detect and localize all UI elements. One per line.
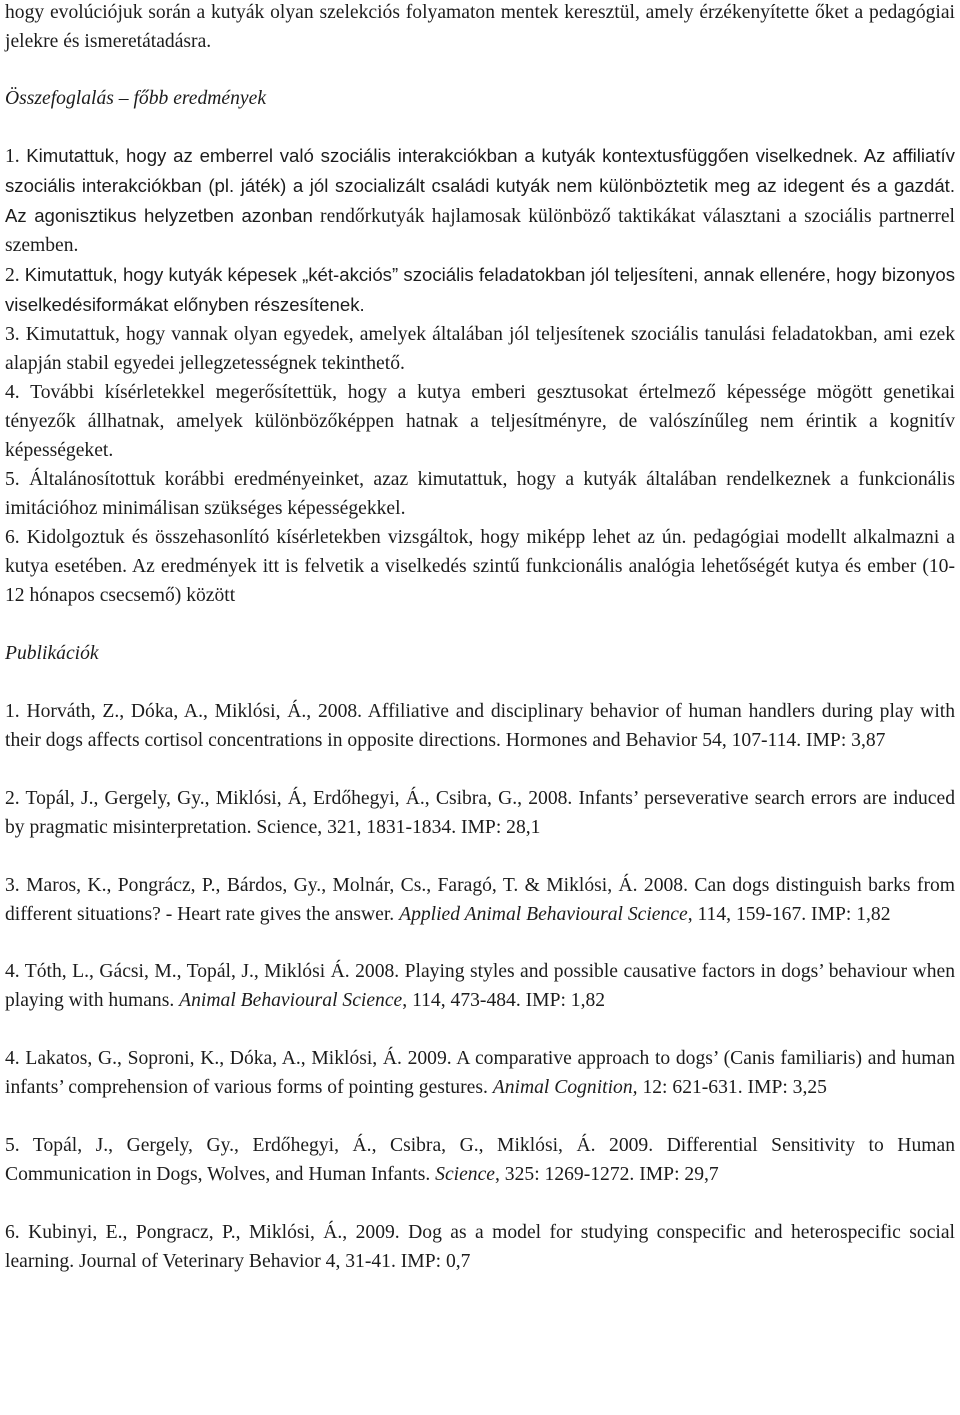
publication-number: 4. xyxy=(5,1048,20,1070)
publication-item xyxy=(5,957,955,1015)
publication-number: 2. xyxy=(5,787,20,809)
publication-citation: Kubinyi, E., Pongracz, P., Miklósi, Á., 2009. Dog as a model for studying conspecific and heterospecific social learning. Journal of Veterinary Behavior 4, 31-41. IMP: 0,7 xyxy=(5,1221,955,1272)
summary-item xyxy=(5,320,955,378)
intro-paragraph xyxy=(5,0,955,56)
publication-journal: Animal Cognition, xyxy=(492,1077,638,1099)
summary-item-number: 3. xyxy=(5,324,20,345)
publication-details: 12: 621-631. IMP: 3,25 xyxy=(637,1077,827,1099)
summary-item-text: Kidolgoztuk és összehasonlító kísérletekben vizsgáltok, hogy miképp lehet az ún. pedagógiai modellt alkalmazni a kutya esetében. Az eredmények itt is felvetik a viselkedés szintű funkcionális analógia lehetőségét kutya és ember (10-12 hónapos csecsemő) között xyxy=(5,527,955,606)
summary-item xyxy=(5,378,955,465)
publication-journal: Applied Animal Behavioural Science xyxy=(399,903,688,925)
summary-item xyxy=(5,523,955,610)
summary-item-text: Kimutattuk, hogy az emberrel való szociális interakciókban a kutyák kontextusfüggően viselkednek. Az affiliatív szociális interakciókban (pl. játék) a jól szocializált családi kutyák nem különböztetik meg az idegent és a gazdát. Az agonisztikus helyzetben azonban xyxy=(5,145,955,226)
publication-journal: Science xyxy=(435,1163,495,1185)
publication-citation: Lakatos, G., Soproni, K., Dóka, A., Miklósi, Á. 2009. A comparative approach to dogs’ (Canis familiaris) and human infants’ comprehension of various forms of pointing gestures. xyxy=(5,1048,955,1099)
publication-citation: Topál, J., Gergely, Gy., Miklósi, Á, Erdőhegyi, Á., Csibra, G., 2008. Infants’ perseverative search errors are induced by pragmatic misinterpretation. Science, 321, 1831-1834. IMP: 28,1 xyxy=(5,787,955,838)
document-page xyxy=(5,0,955,1276)
publication-number: 4. xyxy=(5,961,20,983)
publications-heading: Publikációk xyxy=(5,643,99,664)
publication-item xyxy=(5,1218,955,1276)
summary-item-number: 4. xyxy=(5,382,20,403)
publication-number: 1. xyxy=(5,701,20,722)
publication-details: , 114, 473-484. IMP: 1,82 xyxy=(402,990,606,1012)
summary-item xyxy=(5,465,955,523)
publication-item xyxy=(5,697,955,755)
publication-number: 6. xyxy=(5,1221,20,1243)
summary-item-number: 1. xyxy=(5,146,20,167)
summary-item xyxy=(5,141,955,260)
summary-item-number: 5. xyxy=(5,469,20,490)
publication-number: 3. xyxy=(5,874,20,896)
summary-item-text: Általánosítottuk korábbi eredményeinket, azaz kimutattuk, hogy a kutyák általában rendelkeznek a funkcionális imitációhoz minimálisan szükséges képességekkel. xyxy=(5,469,955,519)
publication-journal: Animal Behavioural Science xyxy=(179,990,403,1012)
summary-item-text: Kimutattuk, hogy vannak olyan egyedek, amelyek általában jól teljesítenek szociális tanulási feladatokban, ami ezek alapján stabil egyedei jellegzetességnek tekinthető. xyxy=(5,324,955,374)
publication-item xyxy=(5,1131,955,1189)
publication-citation: Tóth, L., Gácsi, M., Topál, J., Miklósi Á. 2008. Playing styles and possible causative factors in dogs’ behaviour when playing with humans. xyxy=(5,961,955,1012)
summary-heading: Összefoglalás – főbb eredmények xyxy=(5,88,267,109)
publication-details: , 114, 159-167. IMP: 1,82 xyxy=(687,903,891,925)
publication-list xyxy=(5,697,955,1276)
summary-item-text: Kimutattuk, hogy kutyák képesek „két-akciós” szociális feladatokban jól teljesíteni, annak ellenére, hogy bizonyos viselkedésiformákat előnyben részesítenek. xyxy=(5,264,955,315)
summary-item-text: További kísérletekkel megerősítettük, hogy a kutya emberi gesztusokat értelmező képessége mögött genetikai tényezők állhatnak, amelyek különbözőképpen hatnak a teljesítményre, de valószínűleg nem érintik a kognitív képességeket. xyxy=(5,382,955,461)
summary-item-number: 6. xyxy=(5,527,20,548)
publication-item xyxy=(5,1044,955,1102)
publication-item xyxy=(5,784,955,842)
summary-item-text-cont: rendőrkutyák hajlamosak különböző taktikákat választani a szociális partnerrel szemben. xyxy=(5,206,955,256)
summary-item-number: 2. xyxy=(5,265,20,286)
publication-number: 5. xyxy=(5,1134,20,1156)
publication-item xyxy=(5,871,955,929)
publication-details: , 325: 1269-1272. IMP: 29,7 xyxy=(495,1163,719,1185)
publication-citation: Horváth, Z., Dóka, A., Miklósi, Á., 2008. Affiliative and disciplinary behavior of human handlers during play with their dogs affects cortisol concentrations in opposite directions. Hormones and Behavior 54, 107-114. IMP: 3,87 xyxy=(5,701,956,751)
publication-citation: Topál, J., Gergely, Gy., Erdőhegyi, Á., Csibra, G., Miklósi, Á. 2009. Differential Sensitivity to Human Communication in Dogs, Wolves, and Human Infants. xyxy=(5,1134,955,1185)
intro-text: hogy evolúciójuk során a kutyák olyan szelekciós folyamaton mentek keresztül, amely érzékenyítette őket a pedagógiai jelekre és ismeretátadásra. xyxy=(5,2,955,52)
summary-item xyxy=(5,260,955,320)
publication-citation: Maros, K., Pongrácz, P., Bárdos, Gy., Molnár, Cs., Faragó, T. & Miklósi, Á. 2008. Can dogs distinguish barks from different situations? - Heart rate gives the answer. xyxy=(5,874,956,925)
